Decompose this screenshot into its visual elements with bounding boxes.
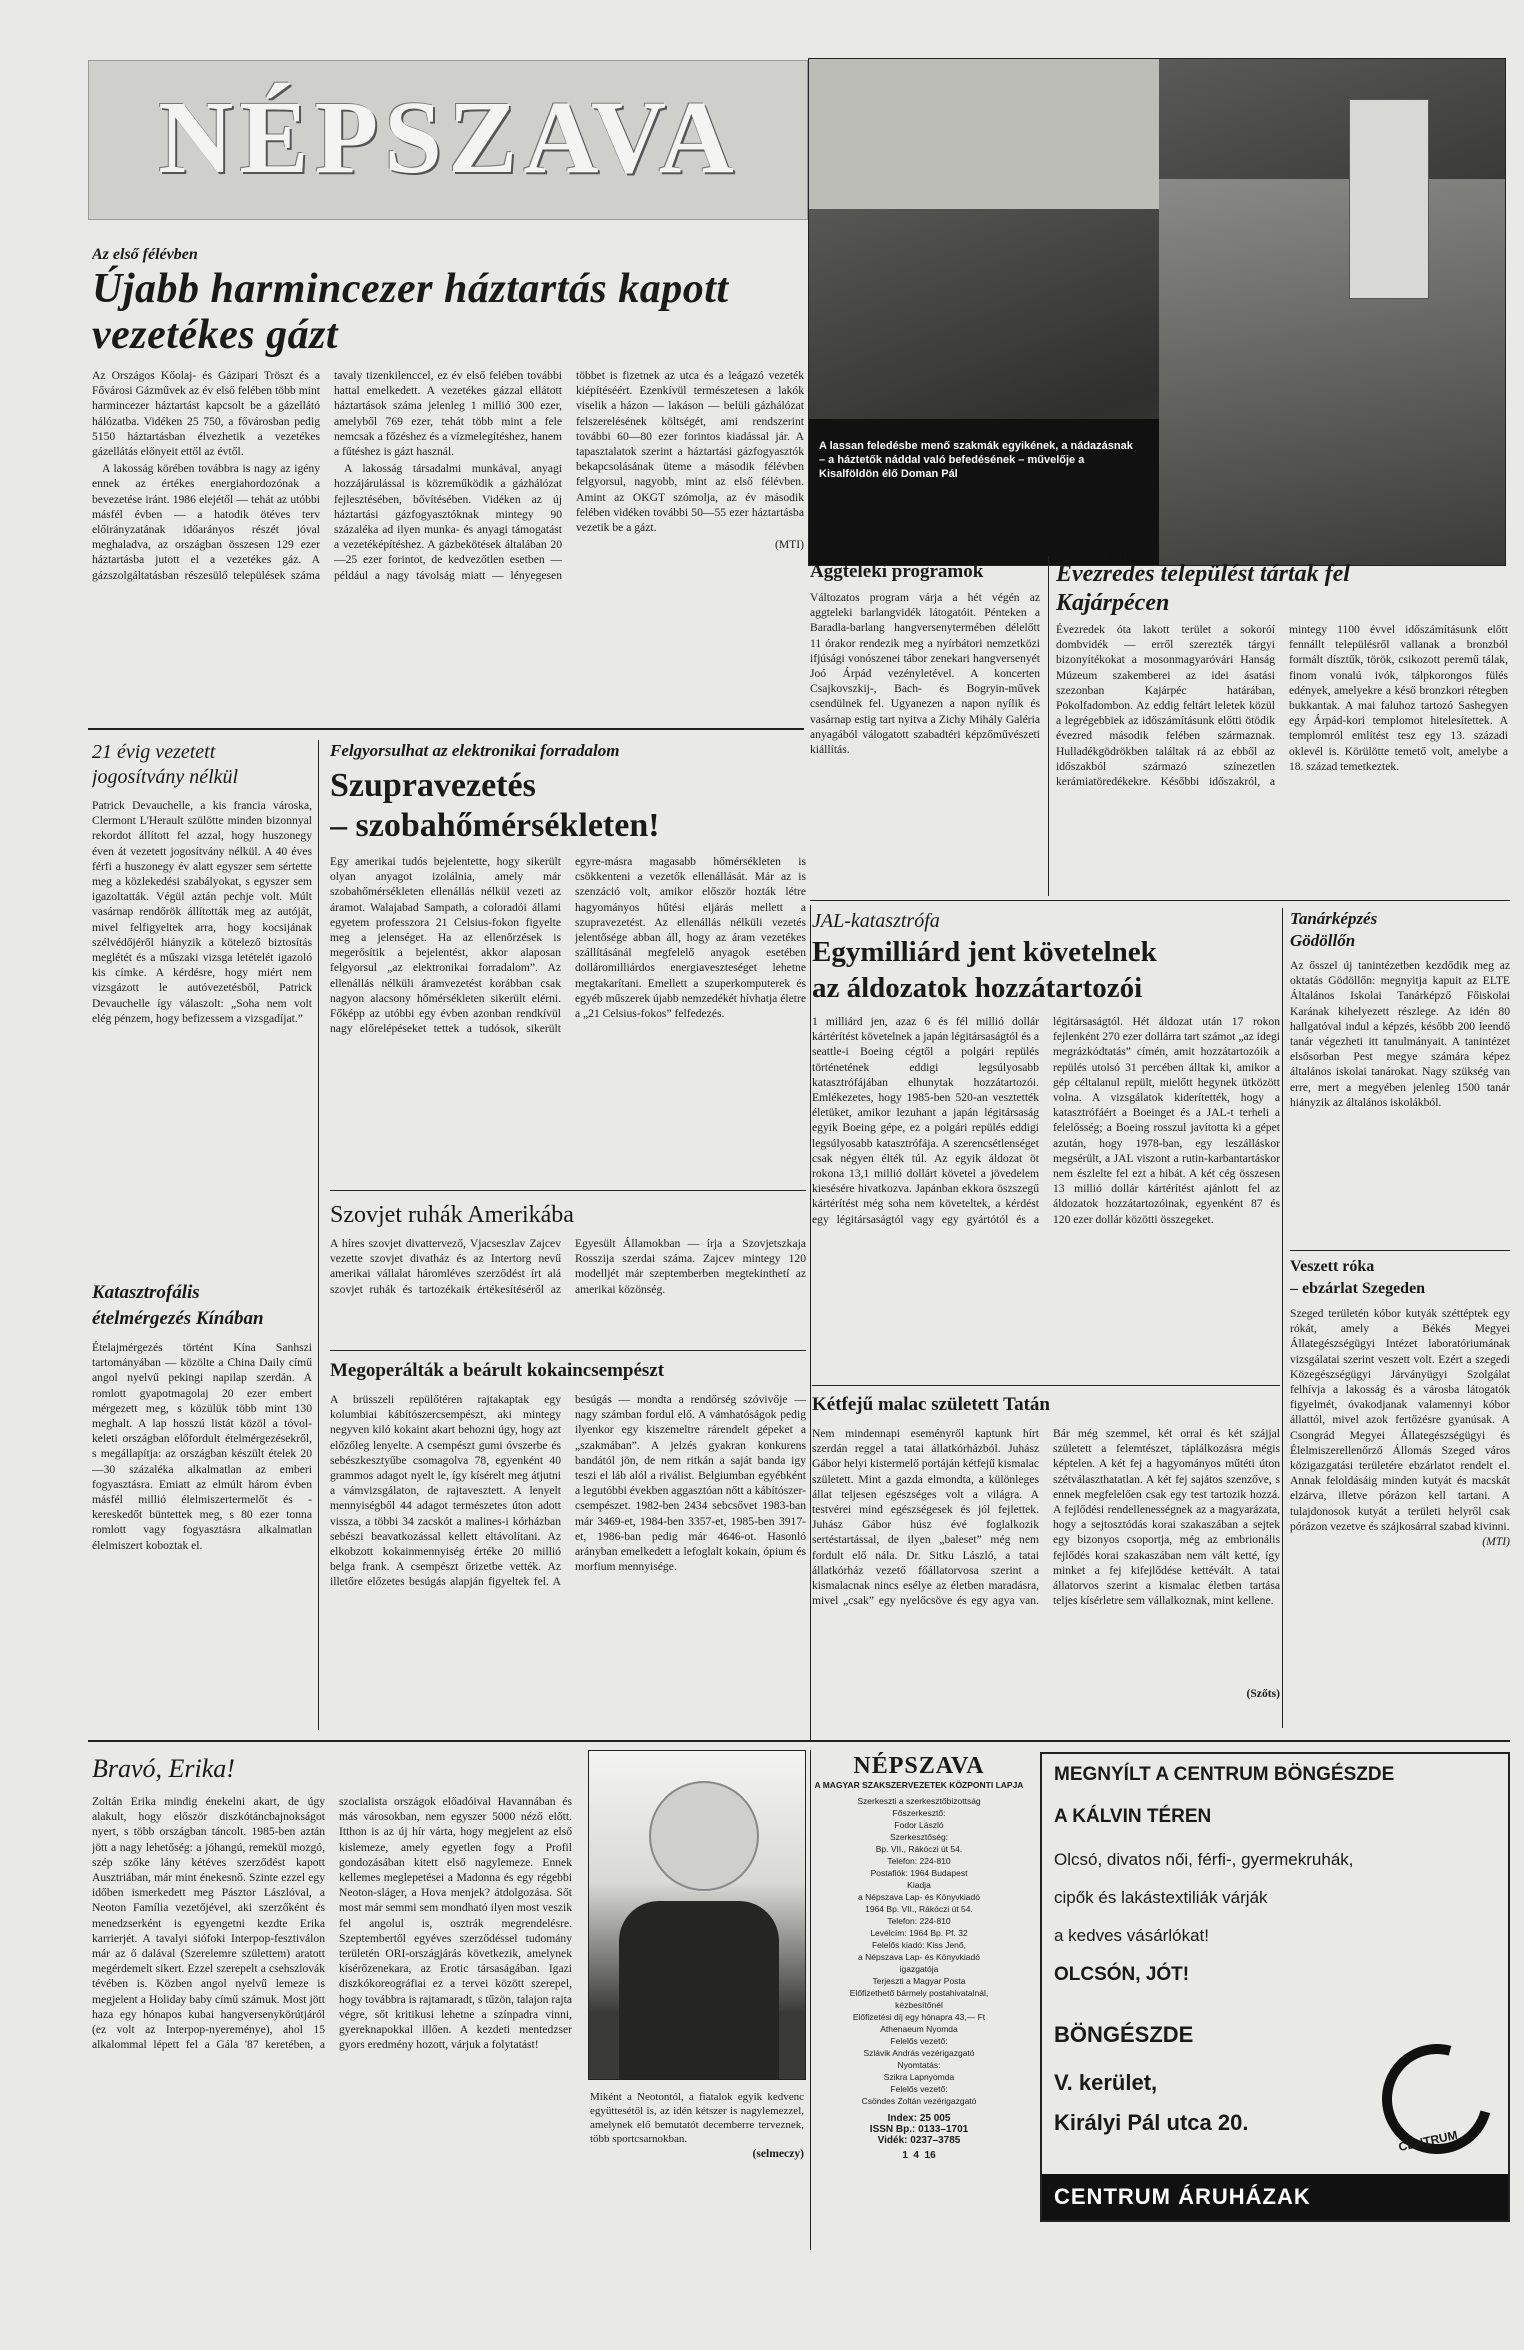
patrick-headline-2: jogosítvány nélkül [92, 766, 239, 788]
rule-mid-1 [88, 728, 804, 730]
kina-body: Ételajmérgezés történt Kína Sanhszi tartományában — közölte a China Daily című angol nyelvű pekingi napilap szerdán. A romlott gyapotmagolaj 20 ezer embert mérgezett meg, s közülük több mint 130 meghalt. A lap hosszú listát közöl a tóvol-keleti országban előfordult ételmérgezésekről, s megállapítja: az országban készült ételek 20—30 százaléka alkalmatlan az emberi fogyasztásra. Emiatt az elmúlt három évben másfél millió élelmiszertermelőt és -kereskedőt büntettek meg, s 80 ezer tonna romlott vagy fogyasztásra alkalmatlan élelmiszert koboztak el. [92, 1341, 312, 1552]
imprint-line: kézbesítőnél [895, 2000, 943, 2010]
erika-article [92, 1752, 572, 2252]
veszett-article [1290, 1256, 1510, 1736]
photo-caption: A lassan feledésbe menő szakmák egyikének, a nádazásnak – a háztetők náddal való befedésének – művelője a Kisalföldön élő Doman Pál [819, 440, 1133, 480]
photo-sky [809, 59, 1159, 209]
imprint-line: Athenaeum Nyomda [880, 2024, 958, 2034]
erika-headline: Bravó, Erika! [92, 1754, 235, 1783]
photo-credit: MTI Fotó [1109, 551, 1147, 561]
veszett-headline-1: Veszett róka [1290, 1258, 1375, 1275]
kajarpec-headline-2: Kajárpécen [1056, 590, 1170, 616]
patrick-article [92, 740, 312, 1260]
erika-credit: (selmeczy) [752, 2147, 804, 2160]
photo-roof [1159, 179, 1506, 566]
kajarpec-headline-1: Évezredes települést tártak fel [1056, 561, 1350, 587]
imprint-line: Nyomtatás: [897, 2060, 941, 2070]
lead-body: Az Országos Kőolaj- és Gázipari Tröszt és a Fővárosi Gázművek az év első felében több mint harmincezer háztartást kapcsolt be a gázellátó hálózatba. Vidéken 25 750, a fővárosban pedig 5150 háztartásban élvezhetik a vezetékes gázellátás előnyeit ettől az évtől. A lakosság körében továbbra is nagy az igény ennek az értékes energiahordozónak a bevezetése iránt. 1986 elejétől — tehát az utóbbi másfél évben — a hatodik ötéves terv előirányzatának időarányos részét jóval meghaladva, az országban összesen 129 ezer háztartásba jutott el a vezetékes gáz. A gázszolgáltatásban részesülő települések száma tavaly tizenkilenccel, ez év első felében további hattal emelkedett. A vezetékes gázzal ellátott háztartások száma jelenleg 1 millió 300 ezer, amelyből 769 ezer, tehát több mint a fele nemcsak a főzéshez és a vízmelegítéshez, hanem a fűtéshez is gázt használ. A lakosság társadalmi munkával, anyagi hozzájárulással is közreműködik a gázhálózat fejlesztésében, bővítésében. Vidéken az új háztartási gázfogyasztóknak mintegy 90 százaléka ad ilyen munka- és anyagi támogatást a vezetéképítéshez. A gázbekötések általában 20—25 ezer forintot, de kedvezőtlen esetben — például a nagy távolság miatt — lényegesen többet is fizetnek az utca és a leágazó vezeték kiépítéséért. Ezenkívül természetesen a lakók viselik a házon — lakáson — belüli gázhálózat felszerelésének költségét, ami rendszerint további 60—80 ezer forintos kiadással jár. A tapasztalatok szerint a háztartási gázfogyasztók bekapcsolásának üteme a második félévben felgyorsul, nagyobb, mint az első félévben. Amint az OKGT szómolja, az év második felében vidéken további 50—55 ezer háztartásba vezetik be a gázt. (MTI) [92, 369, 804, 582]
szovjet-article [330, 1200, 806, 1350]
rule-col1 [318, 740, 319, 1730]
szupra-headline-1: Szupravezetés [330, 767, 536, 804]
erika-body-shape [619, 1901, 779, 2080]
kina-article [92, 1280, 312, 1730]
rule-col2 [810, 905, 811, 1740]
erika-caption: Miként a Neotontól, a fiatalok egyik kedvenc együttesétől is, az idén kétszer is nagylemezzel, amelynek elő bemutatót decemberre terveznek, több sportcsarnokban. [590, 2091, 804, 2145]
rule-col3 [1282, 908, 1283, 1728]
ad-footer: CENTRUM ÁRUHÁZAK [1042, 2174, 1508, 2220]
ad-district: V. kerület, [1054, 2070, 1158, 2095]
tanar-body: Az ősszel új tanintézetben kezdődik meg az oktatás Gödöllőn: megnyitja kapuit az ELTE Általános Iskolai Tanárképző Főiskolai Karának kihelyezett részlege. Az idén 80 hallgatóval indul a képzés, később 200 leendő tanár végezheti itt tanulmányait. A tanintézet elsősorban Pest megye számára képez általános iskolai tanárokat. Nagy szükség van erre, mert a megyében jelenleg 1500 tanár hiányzik az általános iskolákból. [1290, 959, 1510, 1109]
ad-line-5: a kedves vásárlókat! [1054, 1926, 1209, 1945]
imprint-line: a Népszava Lap- és Könyvkiadó [858, 1952, 980, 1962]
kokain-headline: Megoperálták a beárult kokaincsempészt [330, 1360, 665, 1381]
szupra-body: Egy amerikai tudós bejelentette, hogy sikerült olyan anyagot izolálnia, amely már szobahőmérsékleten ellenállás nélkül vezeti az áramot. Walajabad Sampath, a coloradói állami egyetem professzora 21 Celsius-fokon figyelte meg a jelenséget. Ha az ellenőrzések is megerősítik a bejelentést, akkor alaposan felgyorsul „az elektronikai forradalom”. Az ellenállás nélküli áramvezetést korábban csak nagyon alacsony hőmérsékleten sikerült elérni. Főképp az utóbbi egy évben azonban rendkívül nagy előrelépéseket tettek a tudósok, sikerült egyre-másra magasabb hőmérsékleten is csökkenteni a vezetők ellenállását. Már az is szenzáció volt, amikor először hozták létre hagyományos hűtési eljárás mellett a szupravezetést. Az ellenállás nélküli vezetés jelentősége abban áll, hogy az áram vezetékes szállításánál megfelelő anyagok esetében dolláromilliárdos energiaveszteséget lehetne megtakarítani. Emellett a szuperkomputerek és egyéb műszerek újabb nemzedékét hívhatja életre a „21 Celsius-fokos” felfedezés. [330, 855, 806, 1036]
rule-aggtelek [1048, 556, 1049, 896]
lead-headline: Újabb harmincezer háztartás kapott vezetékes gázt [92, 266, 729, 358]
malac-credit: (Szőts) [1246, 1687, 1280, 1700]
imprint-line: Terjeszti a Magyar Posta [872, 1976, 966, 1986]
ad-line-2: A KÁLVIN TÉREN [1054, 1806, 1212, 1827]
veszett-credit: (MTI) [1482, 1535, 1510, 1549]
ad-logo [1362, 2024, 1510, 2174]
rule-bottom-divider [88, 1740, 1510, 1742]
malac-body: Nem mindennapi eseményről kaptunk hírt szerdán reggel a tatai állatkórházból. Juhász Gábor helyi kistermelő portáján kétfejű kismalac született. Mint a gazda elmondta, a különleges állat teljesen egészséges volt a világra. A testvérei mind egészségesek és jól fejlettek. Juhász Gábor húsz évé foglalkozik sertéstartással, de ilyen „baleset” még nem fordult elő nála. Dr. Sitku László, a tatai állatkórház vezető főállatorvosa szerint a kismalacnak nincs esélye az életben maradásra, mivel „csak” egy nyelőcsöve és egy agya van. Bár még szemmel, két orral és két szájjal született a felemtészet, táplálkozásra mégis képtelen. A két fej a hagyományos műtéti úton szétválaszthatatlan. A két fej sajátos szenzőve, s ennek megfelelően csak egy test tartozik hozzá. A fejlődési rendellenességnek az a magyarázata, hogy a sejtosztódás korai szakaszában a sejtek egy bizonyos csoportja, még az embrionális fejlődés korai szakaszában nem vált ketté, így minket a fej kifejlődése kettévált. A tatai állatorvos szerint a kismalac életben tartása teljes kísérletre sem vállalkoznak, mint kellene. [812, 1427, 1280, 1608]
imprint-line: Felelős vezető: [890, 2084, 948, 2094]
lead-kicker: Az első félévben [92, 246, 198, 263]
kajarpec-article [1056, 560, 1508, 900]
aggtelek-article [810, 560, 1040, 900]
malac-headline: Kétfejű malac született Tatán [812, 1394, 1050, 1415]
imprint-line: Szerkesztőség: [889, 1832, 949, 1842]
erika-caption-block [590, 2090, 804, 2240]
chimney-shape [1349, 99, 1429, 299]
patrick-headline-1: 21 évig vezetett [92, 741, 216, 763]
imprint-nums: 1 4 16 [902, 2150, 936, 2161]
veszett-body: Szeged területén kóbor kutyák széttéptek egy rókát, amely a Békés Megyei Állategészségügyi Intézet laboratóriumának vizsgálatai szerint veszett volt. Ezért a szegedi Közegészségügyi Járványügyi Szolgálat felhívja a lakosság és a városba látogatók figyelmét, óvakodjanak valamennyi kóbor állattól, mivel azok fertőzésre gyanúsak. A Csongrád Megyei Állategészségügyi és Élelmiszerellenőrző Állomás Szeged város közigazgatási területére ebzárlatot rendelt el. Annak feloldásáig minden kutyát és macskát elzárva, illetve pórázon kell tartani. A tulajdonosok kutyát a területi helyről csak pórázon vezetve és szájkosárral szabad kivinni. [1290, 1307, 1510, 1533]
imprint-line: Levélcím: 1964 Bp. Pf. 32 [870, 1928, 968, 1938]
ad-line-3: Olcsó, divatos női, férfi-, gyermekruhák, [1054, 1850, 1354, 1869]
imprint-line: Felelős kiadó: Kiss Jenő, [871, 1940, 967, 1950]
thatcher-photo [808, 58, 1506, 566]
rule-erika-right [810, 1750, 811, 2250]
imprint-line: Szerkeszti a szerkesztőbizottság [857, 1796, 981, 1806]
jal-article [812, 908, 1280, 1378]
erika-body: Zoltán Erika mindig énekelni akart, de úgy alakult, hogy először diszkótáncbajnokságot nyert, s több országban táncolt. 1985-ben aztán jött a nagy lehetőség: a jóhangú, remekül mozgó, szép szőke lány kétéves szerződést kapott Ausztriában, már mint énekesnő. Szinte ezzel egy időben ismerkedett meg Pásztor Lászlóval, a Neoton Família vezetőjével, aki szerzőként és menedzserként is egyengetni kezdte Erika karrierjét. A tavalyi siófoki Interpop-fesztiválon már az ő dalával (Szerelemre születtem) aratott megérdemelt sikert. Ezzel szerepelt a csehszlovák tévében is. Közben angol nyelvű lemeze is megjelent a Holiday baby című számuk. Most jött haza egy hónapos kubai hangversenykörútjáról (ez volt az Interpop-nyereménye), ahol 15 alkalommal lépett fel a Gála '87 keretében, a szocialista országok előadóival Havannában és más városokban, nem egyszer 5000 néző előtt. Itthon is az új hír várta, hogy megjelent az első kislemeze, amely egyetlen fogy a Profil gondozásában kitett első nagylemeze. Ennek kellemes meglepetései a Madonna és egy régebbi Neoton-sláger, a Hova menjek? átdolgozása. Sőt most már semmi sem mondható ilyen most veszik fel angolul is, osztrák megrendelésre. Szeptembertől egyéves szerződéssel tudomány területén ORI-országjárás következik, amelynek kísérőzenekara, az Erotic társaságában. Igazi diszkókoreográfiai ez a tervei között szerepel, hogy továbbra is rajtamaradt, s tűzön, talajon rajta végre, sőt kritikusi lehetne a színpadra vinni, gyereknapokkal illően. A kezdeti mentedzser gyors eredmény hozott, várjuk a folytatást! [92, 1795, 572, 2052]
aggtelek-body: Változatos program várja a hét végén az aggteleki barlangvidék látogatóit. Pénteken a Baradla-barlang hangversenytermében délelőtt 11 órakor rendezik meg a nyírbátori nemzetközi ifjúsági vonószenei tábor zenekari hangversenyét Joó Árpád vezényletével. A koncerten Csajkovszkij-, Bach- és Bogryin-művek csendülnek fel. Ugyanezen a napon nyílik és vasárnap estig tart nyitva a Zichy Mihály Galéria anyagából válogatott szabadtéri képzőművészeti kiállítás. [810, 591, 1040, 757]
imprint-line: Szikra Lapnyomda [883, 2072, 955, 2082]
jal-kicker: JAL-katasztrófa [812, 910, 940, 932]
tanar-article [1290, 908, 1510, 1248]
imprint [812, 1752, 1026, 2212]
imprint-line: igazgatója [899, 1964, 939, 1974]
kajarpec-body: Évezredek óta lakott terület a sokoróí dombvidék — erről szerezték tárgyi bizonyítékokat a mosonmagyaróvári Hanság Múzeum szakemberei az idei ásatási szezonban Kajárpéc határában, Pokolfadombon. Az eddig feltárt leletek közül a legrégebbiek az időszámításunk előtti ötödik évezred második felében származnak. Hulladékgödrökben találtak rá az ebből az időszakból származó színezetlen kerámiatöredékekre. Későbbi időszakról, a mintegy 1100 évvel időszámításunk előtt fennállt településről vallanak a bronzból formált dísztűk, török, csikozott peremű tálak, finom vonalú ivók, tálpkorongos fülés edények, amelyekre a késő bronzkori rétegben bukkantak. A mai faluhoz tartozó Sashegyen egy Árpád-kori templomot hitelesítettek. A templomról említést tesz egy 13. századi oklevél is. Körülötte temető volt, amelybe a 18. század temetkeztek. [1056, 623, 1508, 789]
tanar-headline-2: Gödöllőn [1290, 931, 1356, 950]
imprint-line: Telefon: 224-810 [887, 1916, 951, 1926]
imprint-line: a Népszava Lap- és Könyvkiadó [858, 1892, 980, 1902]
malac-article [812, 1392, 1280, 1732]
kokain-body: A brüsszeli repülőtéren rajtakaptak egy kolumbiai kábítószercsempészt, aki mintegy negyven kiló kokaint akart behozni úgy, hogy azt előzőleg lenyelte. A csempészt gumi óvszerbe és sebészkesztyűbe csomagolva 78, egyenként 40 grammos adagot nyelt le, így kísérelt meg átjutni a vámvizsgálaton, de rajtavesztett. A lenyelt mennyiségből 44 adagot természetes úton adott vissza, a többi 34 zacskót a malines-i kórházban sebészi beavatkozással kellett eltávolítani. Az elkobzott kokainmennyiség értéke 20 millió belga frank. A csempészt őrizetbe vették. Az illetőre előzetes besúgás alapján figyeltek fel. A besúgás — mondta a rendőrség szóvivője — nagy számban fordul elő. A vámhatóságok pedig ilyenkor egy kiszemeltre rárendelt gépeket a „szakmában”. A jelzés gyakran konkurens bandától jön, de nem ritkán a saját banda igy teszi el láb alól a riválist. Belgiumban egyébként a legutóbbi években aggasztóan nőtt a kábítószer-csempészet. 1982-ben 2434 sebcsővet 1983-ban már 3469-et, 1984-ben 3357-et, 1985-ben 3917-et, 1986-ban pedig már 4646-ot. Hasonló arányban emelkedett a lefoglalt kokain, ópium és morfium mennyisége. [330, 1393, 806, 1589]
masthead [88, 60, 808, 220]
szovjet-headline: Szovjet ruhák Amerikába [330, 1202, 574, 1228]
rule-veszett-top [1290, 1250, 1510, 1251]
rule-malac-top [812, 1385, 1280, 1386]
szupra-article [330, 740, 806, 1190]
centrum-ad [1040, 1752, 1510, 2222]
rule-kokain-top [330, 1350, 806, 1351]
erika-hair [649, 1781, 759, 1891]
jal-headline: Egymilliárd jent követelnek az áldozatok hozzátartozói [812, 936, 1157, 1004]
imprint-line: Fodor László [894, 1820, 944, 1830]
imprint-line: Főszerkesztő: [892, 1808, 946, 1818]
imprint-line: 1964 Bp. VII., Rákóczi út 54. [865, 1904, 973, 1914]
imprint-subtitle: A MAGYAR SZAKSZERVEZETEK KÖZPONTI LAPJA [814, 1780, 1024, 1790]
szovjet-body: A híres szovjet divattervező, Vjacseszlav Zajcev vezette szovjet divatház és az Intertorg nevű amerikai vállalat háromléves szerződést írt alá szovjet ruhák és tartozékaik értékesítéséről az Egyesült Államokban — írja a Szovjetszkaja Rosszija szerdai száma. Zajcev mintegy 120 modelljét már szeptemberben megtekinthetí az amerikai közönség. [330, 1237, 806, 1296]
masthead-title: NÉPSZAVA [158, 80, 740, 195]
patrick-body: Patrick Devauchelle, a kis francia városka, Clermont L'Herault szülötte minden bizonnyal rekordot állított fel azzal, hogy huszonegy éven át vezetett jogosítvány nélkül. A 40 éves férfi a huszonegy év alatt egyszer sem sértette meg a közlekedési szabályokat, s egyszer sem igazoltatták. Végül aztán pechje volt. Múlt vasárnap rendőrök állították meg az autóját, mivel felfigyeltek arra, hogy kocsijának szélvédőjéről hiányzik a kötelező biztosítás meglétét és a műszaki vizsga letételét igazoló kis címke. A kérdésre, hogy miért nem vizsgázott le autóvezetésből, Patrick Devauchelle így válaszolt: „Soha nem volt elég pénzem, hogy befizessem a vizsgadíjat.” [92, 799, 312, 1025]
imprint-title: NÉPSZAVA [853, 1753, 985, 1779]
imprint-line: Előfizethető bármely postahivatalnál, [849, 1988, 989, 1998]
imprint-line: Csöndes Zoltán vezérigazgató [861, 2096, 977, 2106]
imprint-index: Index: 25 005 [887, 2113, 951, 2124]
erika-photo [588, 1750, 806, 2080]
lead-article [92, 246, 804, 716]
imprint-lines [812, 1795, 1026, 2107]
rule-right-top [810, 900, 1510, 901]
imprint-videk: Vidék: 0237–3785 [877, 2135, 961, 2146]
imprint-line: Szlávik András vezérigazgató [863, 2048, 975, 2058]
imprint-line: Felelős vezető: [890, 2036, 948, 2046]
ad-name: BÖNGÉSZDE [1054, 2022, 1194, 2047]
szupra-headline-2: – szobahőmérsékleten! [330, 807, 660, 844]
imprint-line: Előfizetési díj egy hónapra 43,— Ft [852, 2012, 986, 2022]
ad-logo-text: CENTRUM [1397, 2127, 1459, 2155]
aggtelek-headline: Aggteleki programok [810, 561, 984, 582]
tanar-headline-1: Tanárképzés [1290, 909, 1378, 928]
rule-szovjet-top [330, 1190, 806, 1191]
ad-street: Királyi Pál utca 20. [1054, 2110, 1249, 2135]
imprint-line: Telefon: 224-810 [887, 1856, 951, 1866]
imprint-issn: ISSN Bp.: 0133–1701 [869, 2124, 969, 2135]
imprint-line: Bp. VII., Rákóczi út 54. [875, 1844, 963, 1854]
jal-body: 1 milliárd jen, azaz 6 és fél millió dollár kártérítést követelnek a japán légitársaságtól és a seattle-i Boeing cégtől a polgári repülés történetének eddigi legsúlyosabb katasztrófájában elhunytak hozzátartozói. Emlékezetes, hogy 1985-ben 520-an vesztették életüket, amikor lezuhant a japán légitársaság egyik Boeing gépe, ez a polgári repülés eddigi legsúlyosabb katasztrófája. A szerencsétlenséget csak négyen élték túl. Az egyik áldozat öt rokona 13,1 millió dollárt követel a jövedelem kiesésére hivatkozva. Japánban ekkora öszszegű kártérítést még soha nem követeltek, a kérdést egy légitársaságtól vagy egy gyártótól és a légitársaságtól. Hét áldozat után 17 rokon fejlenként 270 ezer dollárra tart számot „az idegi megrázkódtatás” címén, amit hozzátartozóik a repülés utolsó 31 percében álltak ki, amikor a gép céltalanul repült, mielőtt hegynek ütközött volna. A vizsgálatok kiderítették, hogy a katasztrófáért a Boeinget és a JAL-t terheli a felelősség; a Boeing rosszul javította ki a gépet azután, hogy 1978-ban, egy leszálláskor megsérült, a JAL viszont a rutin-karbantartáskor nem észlelte fel ezt a hibát. A két cég összesen 13 millió dollár kártérítést ajánlott fel az áldozatok hozzátartozóinak, egyenként 87 és 120 ezer dollár közötti összegeket. [812, 1015, 1280, 1226]
ad-line-4: cipők és lakástextiliák várják [1054, 1888, 1268, 1907]
szupra-kicker: Felgyorsulhat az elektronikai forradalom [330, 741, 620, 760]
kokain-article [330, 1358, 806, 1740]
veszett-headline-2: – ebzárlat Szegeden [1290, 1280, 1426, 1297]
ad-line-6: OLCSÓN, JÓT! [1054, 1964, 1190, 1985]
ad-line-1: MEGNYÍLT A CENTRUM BÖNGÉSZDE [1054, 1764, 1395, 1785]
kina-headline: Katasztrofális ételmérgezés Kínában [92, 1282, 264, 1329]
imprint-line: Postafiók: 1964 Budapest [870, 1868, 968, 1878]
imprint-line: Kiadja [907, 1880, 931, 1890]
